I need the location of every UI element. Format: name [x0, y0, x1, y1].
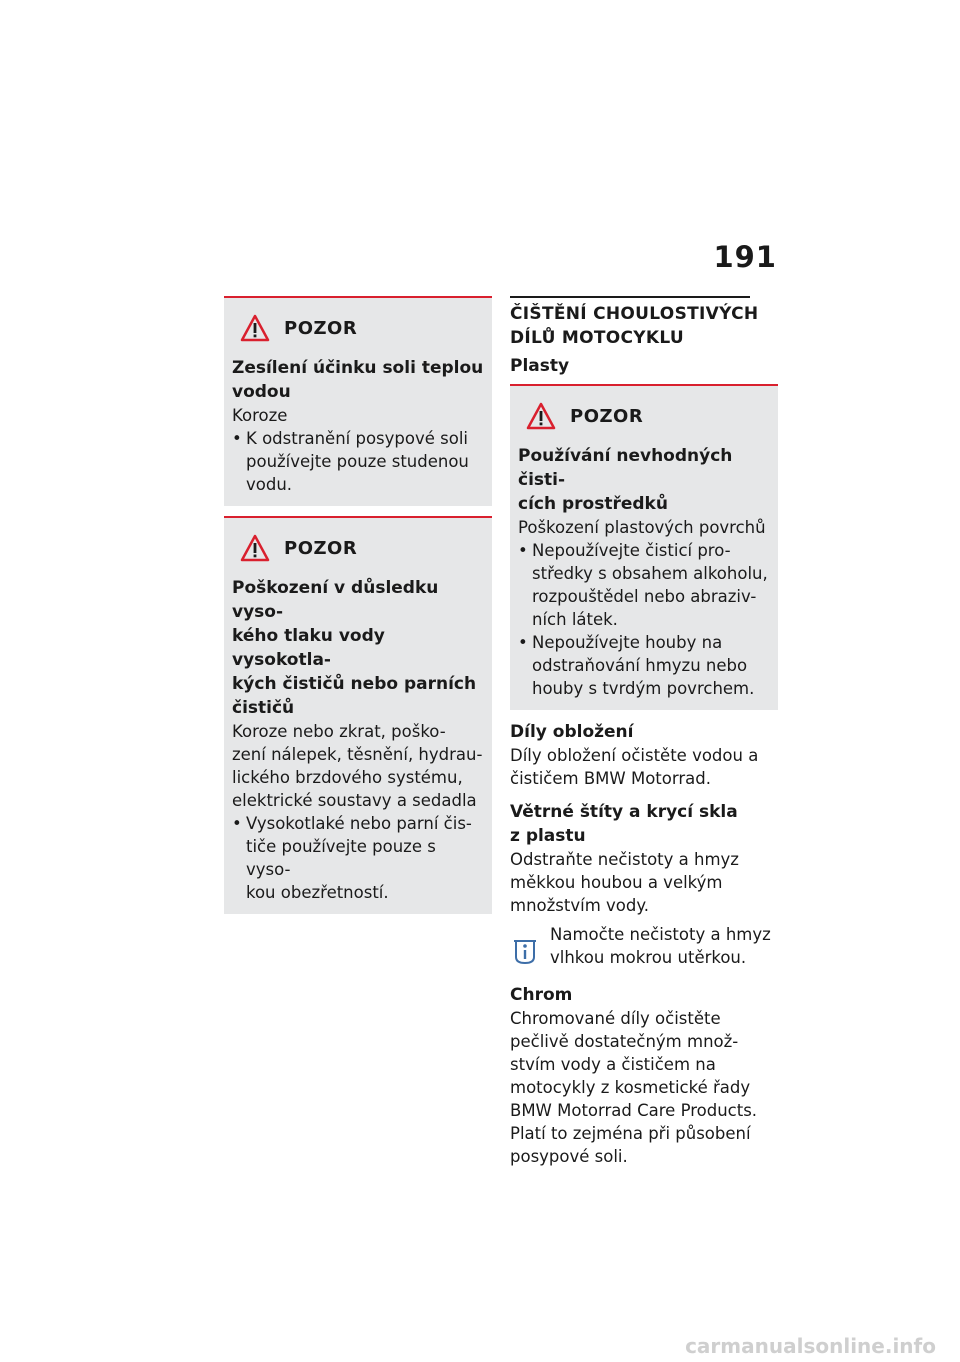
body-text	[510, 744, 778, 790]
info-note	[510, 923, 778, 969]
warning-title-line: kého tlaku vody vysokotla-	[232, 626, 385, 670]
warning-triangle-icon	[240, 534, 270, 562]
body-line: motocykly z kosmetické řady	[510, 1078, 751, 1097]
bullet-line: kou obezřetností.	[246, 883, 389, 902]
watermark: carmanualsonline.info	[685, 1334, 936, 1358]
body-line: pečlivě dostatečným množ-	[510, 1032, 739, 1051]
section-rule	[510, 296, 750, 298]
bullet-line: • K odstranění posypové soli	[246, 429, 469, 448]
left-column	[224, 296, 492, 924]
subheading-line: Větrné štíty a krycí skla	[510, 802, 738, 822]
bullet-line: houby s tvrdým povrchem.	[532, 679, 755, 698]
note-line: vlhkou mokrou utěrkou.	[550, 948, 747, 967]
warning-header	[240, 314, 484, 342]
subheading-vetrne	[510, 800, 778, 848]
warning-title	[518, 444, 770, 516]
subheading-dily: Díly obložení	[510, 722, 634, 742]
section-title-line: ČIŠTĚNÍ CHOULOSTIVÝCH	[510, 304, 759, 324]
warning-label: POZOR	[284, 537, 358, 559]
body-line: množstvím vody.	[510, 896, 650, 915]
warning-title-line: cích prostředků	[518, 494, 668, 514]
body-line: Odstraňte nečistoty a hmyz	[510, 850, 739, 869]
bullet-line: používejte pouze studenou	[246, 452, 469, 471]
body-line: Platí to zejména při působení	[510, 1124, 751, 1143]
warning-title-line: Používání nevhodných čisti-	[518, 446, 733, 490]
warning-text: Poškození plastových povrchů	[518, 518, 766, 537]
warning-title	[232, 576, 484, 720]
warning-text: Koroze	[232, 406, 288, 425]
info-pen-icon	[510, 927, 540, 967]
bullet-line: • Vysokotlaké nebo parní čis-	[246, 814, 472, 833]
note-line: Namočte nečistoty a hmyz	[550, 925, 771, 944]
note-text	[550, 923, 771, 969]
warning-title	[232, 356, 484, 404]
warning-title-line: čističů	[232, 698, 295, 718]
warning-bullets	[232, 427, 484, 496]
page-number: 191	[713, 240, 777, 274]
warning-title-line: kých čističů nebo parních	[232, 674, 477, 694]
subheading-chrom: Chrom	[510, 985, 573, 1005]
bullet-item	[232, 427, 484, 496]
warning-triangle-icon	[240, 314, 270, 342]
subheading-line: z plastu	[510, 826, 586, 846]
body-line: měkkou houbou a velkým	[510, 873, 723, 892]
warning-triangle-icon	[526, 402, 556, 430]
warning-title-line: Zesílení účinku soli teplou	[232, 358, 484, 378]
warning-header	[240, 534, 484, 562]
bullet-line: • Nepoužívejte houby na	[532, 633, 723, 652]
section-chrom	[510, 983, 778, 1168]
body-text	[510, 848, 778, 917]
bullet-line: vodu.	[246, 475, 293, 494]
subheading-plasty: Plasty	[510, 356, 570, 376]
warning-bullets	[518, 539, 770, 700]
warning-label: POZOR	[284, 317, 358, 339]
section-title-line: DÍLŮ MOTOCYKLU	[510, 328, 684, 348]
body-line: posypové soli.	[510, 1147, 628, 1166]
body-line: stvím vody a čističem na	[510, 1055, 716, 1074]
body-line: BMW Motorrad Care Products.	[510, 1101, 758, 1120]
bullet-item	[518, 539, 770, 631]
section-dily	[510, 720, 778, 790]
warning-title-line: Poškození v důsledku vyso-	[232, 578, 439, 622]
body-line: Chromované díly očistěte	[510, 1009, 721, 1028]
warning-header	[526, 402, 770, 430]
section-title	[510, 302, 778, 350]
warning-text-line: zení nálepek, těsnění, hydrau-	[232, 745, 483, 764]
bullet-line: tiče používejte pouze s vyso-	[246, 837, 436, 879]
warning-text-line: elektrické soustavy a sedadla	[232, 791, 477, 810]
warning-text-line: lického brzdového systému,	[232, 768, 463, 787]
body-text	[510, 1007, 778, 1168]
warning-box-cleaners	[510, 384, 778, 710]
bullet-line: rozpouštědel nebo abraziv-	[532, 587, 757, 606]
body-line: čističem BMW Motorrad.	[510, 769, 711, 788]
right-column	[510, 296, 778, 1168]
bullet-item	[518, 631, 770, 700]
bullet-item	[232, 812, 484, 904]
warning-text	[232, 720, 484, 812]
bullet-line: odstraňování hmyzu nebo	[532, 656, 748, 675]
warning-bullets	[232, 812, 484, 904]
warning-title-line: vodou	[232, 382, 291, 402]
warning-text-line: Koroze nebo zkrat, poško-	[232, 722, 446, 741]
bullet-line: středky s obsahem alkoholu,	[532, 564, 768, 583]
section-vetrne	[510, 800, 778, 969]
warning-box-high-pressure	[224, 516, 492, 914]
body-line: Díly obložení očistěte vodou a	[510, 746, 759, 765]
warning-box-salt	[224, 296, 492, 506]
bullet-line: ních látek.	[532, 610, 618, 629]
warning-label: POZOR	[570, 405, 644, 427]
bullet-line: • Nepoužívejte čisticí pro-	[532, 541, 731, 560]
